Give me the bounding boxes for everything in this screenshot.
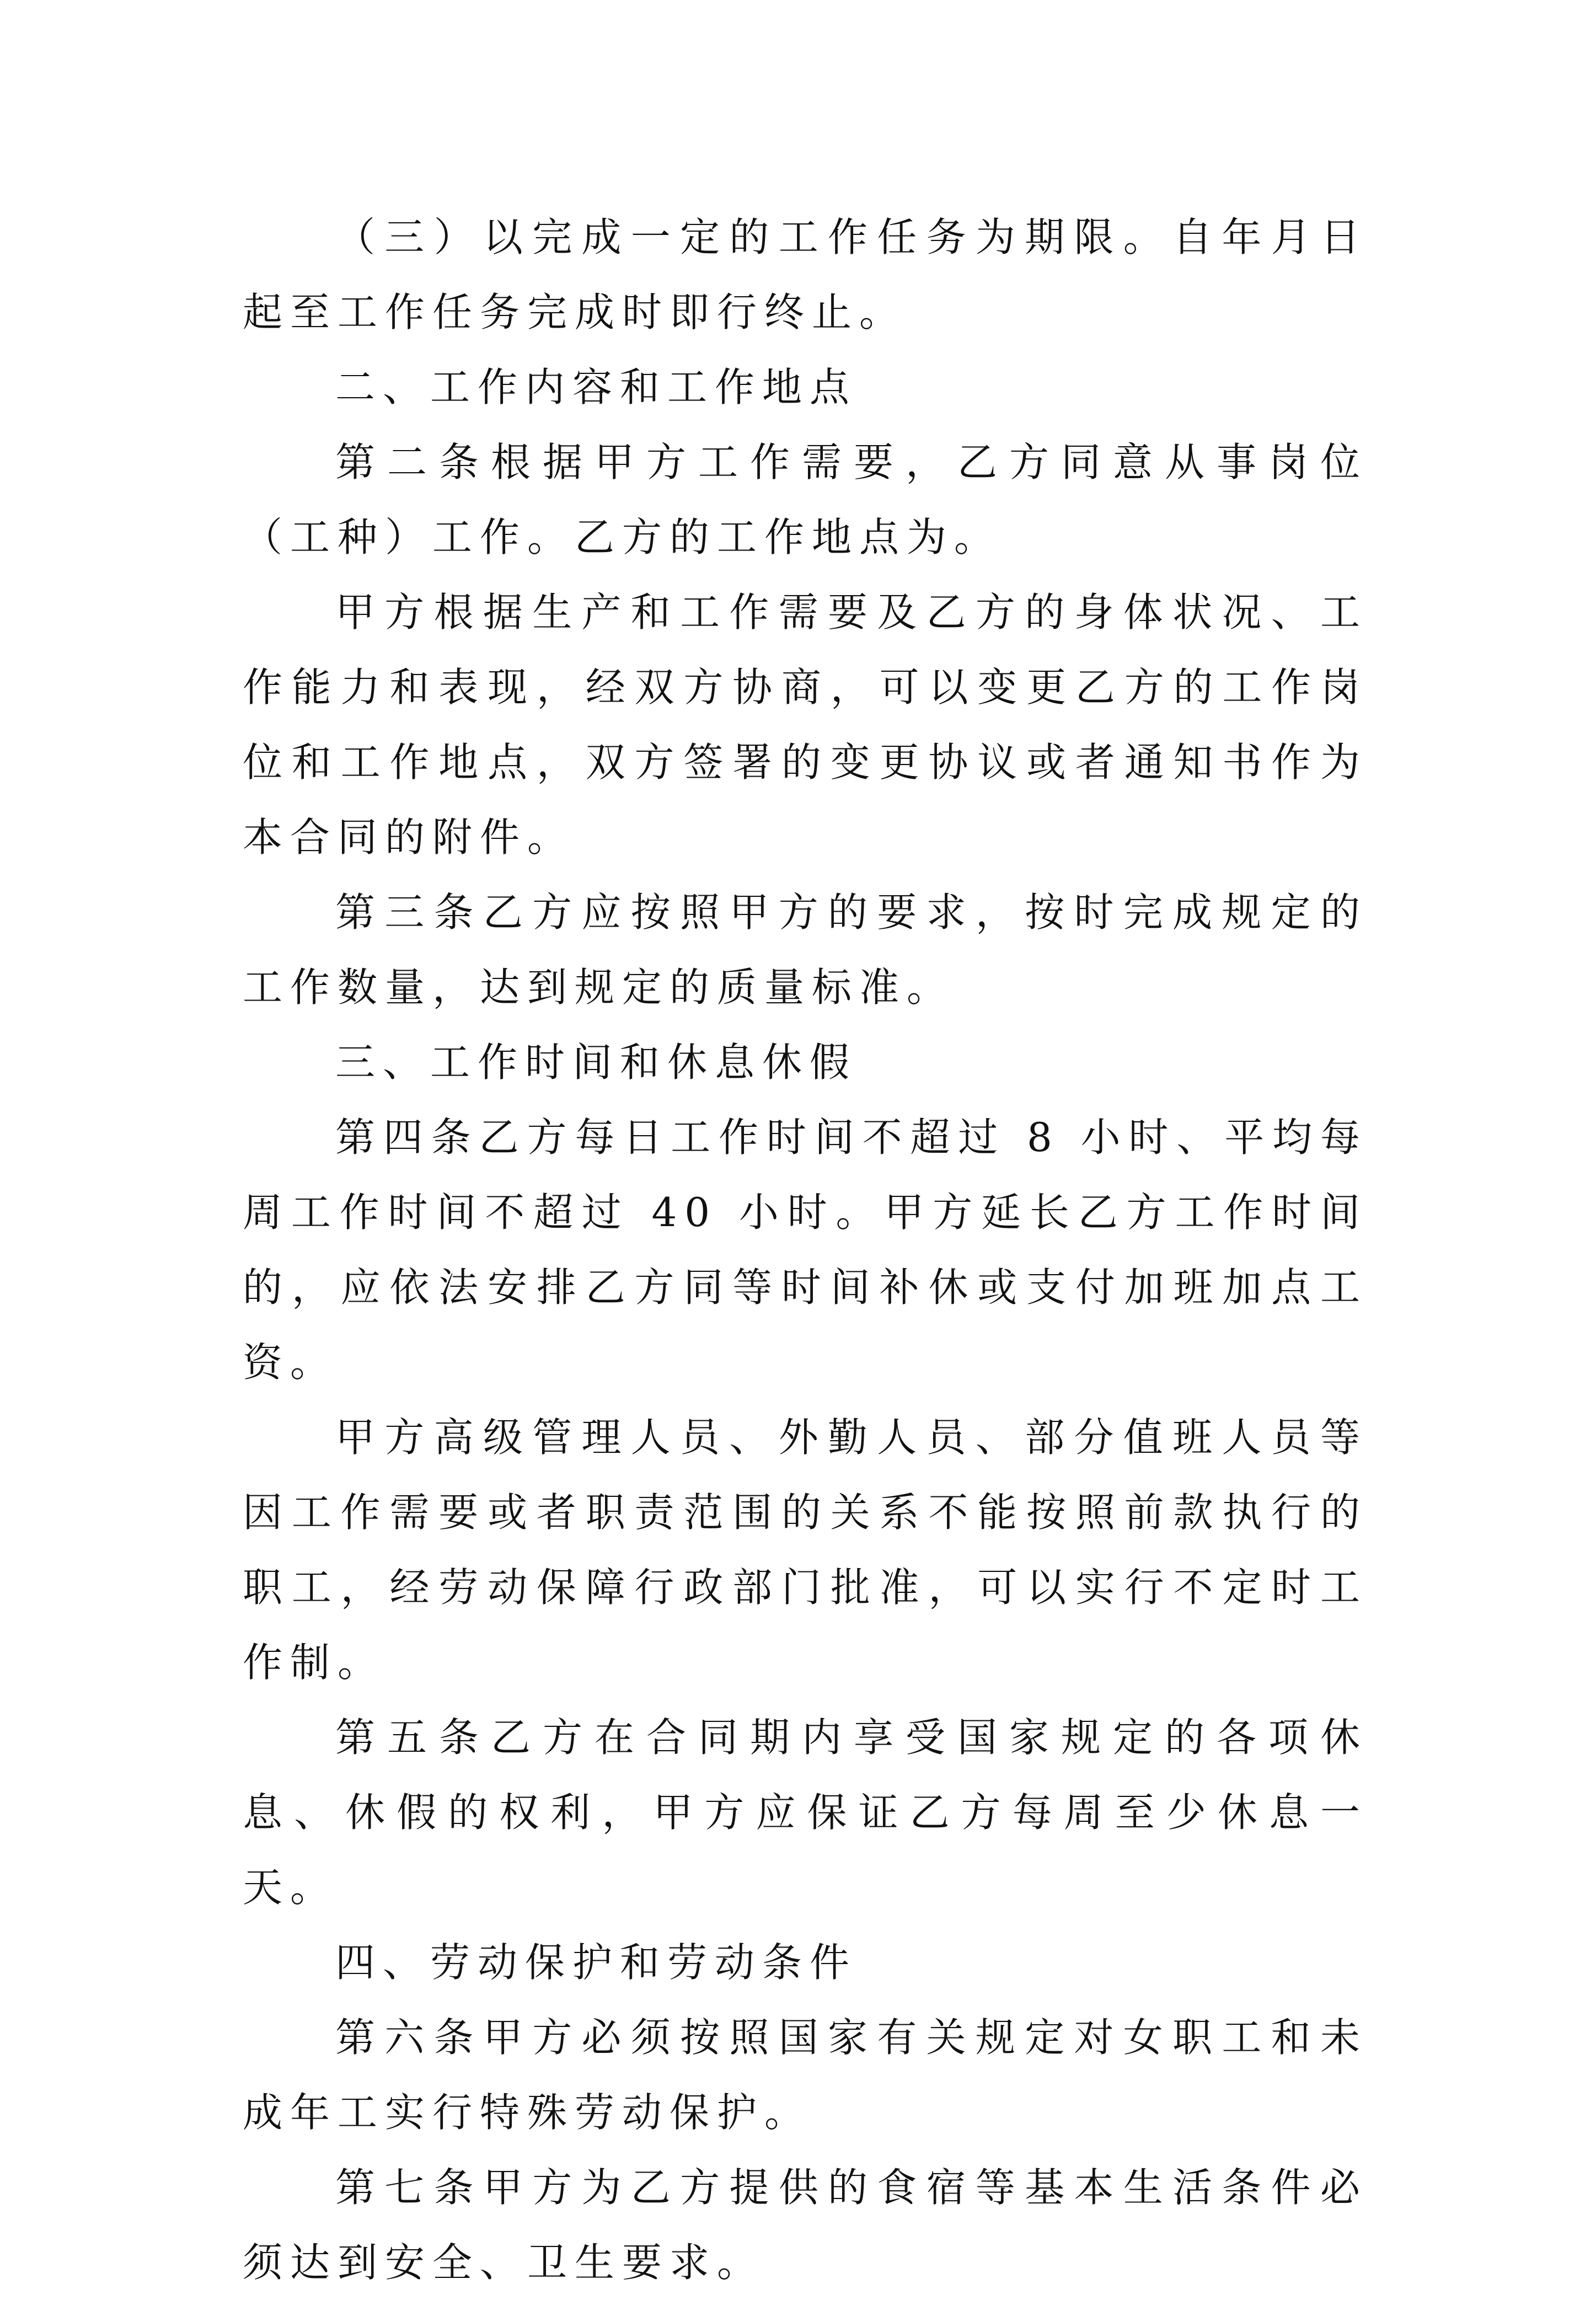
paragraph-article-4: 第四条乙方每日工作时间不超过 8 小时、平均每周工作时间不超过 40 小时。甲方延长乙方工作时间的，应依法安排乙方同等时间补休或支付加班加点工资。 xyxy=(243,1114,1368,1386)
section-heading-work-content: 二、工作内容和工作地点 xyxy=(335,364,858,410)
paragraph-position-change: 甲方根据生产和工作需要及乙方的身体状况、工作能力和表现，经双方协商，可以变更乙方的工作岗位和工作地点，双方签署的变更协议或者通知书作为本合同的附件。 xyxy=(243,589,1368,860)
section-heading-work-hours: 三、工作时间和休息休假 xyxy=(335,1039,858,1085)
paragraph-term-clause-3: （三）以完成一定的工作任务为期限。自年月日起至工作任务完成时即行终止。 xyxy=(243,214,1368,335)
paragraph-article-3: 第三条乙方应按照甲方的要求，按时完成规定的工作数量，达到规定的质量标准。 xyxy=(243,889,1368,1010)
paragraph-article-5: 第五条乙方在合同期内享受国家规定的各项休息、休假的权利，甲方应保证乙方每周至少休息一天。 xyxy=(243,1714,1368,1911)
document-body xyxy=(243,200,1368,2300)
paragraph-article-7: 第七条甲方为乙方提供的食宿等基本生活条件必须达到安全、卫生要求。 xyxy=(243,2164,1368,2286)
paragraph-article-6: 第六条甲方必须按照国家有关规定对女职工和未成年工实行特殊劳动保护。 xyxy=(243,2014,1368,2136)
paragraph-article-2: 第二条根据甲方工作需要，乙方同意从事岗位（工种）工作。乙方的工作地点为。 xyxy=(243,439,1368,560)
section-heading-labor-protection: 四、劳动保护和劳动条件 xyxy=(335,1939,858,1986)
paragraph-flexible-hours: 甲方高级管理人员、外勤人员、部分值班人员等因工作需要或者职责范围的关系不能按照前款执行的职工，经劳动保障行政部门批准，可以实行不定时工作制。 xyxy=(243,1414,1368,1686)
